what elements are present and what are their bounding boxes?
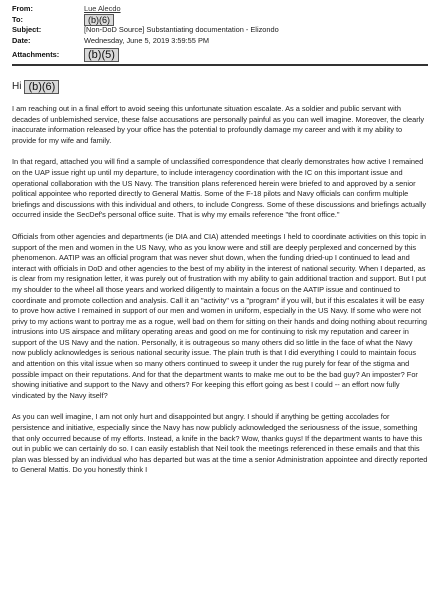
from-value[interactable]: Lue Alecdo bbox=[84, 4, 121, 14]
email-header bbox=[12, 4, 432, 62]
email-body bbox=[12, 80, 428, 487]
attachments-row bbox=[12, 48, 432, 62]
to-redaction-box: (b)(6) bbox=[84, 14, 114, 26]
greeting bbox=[12, 80, 428, 94]
subject-value: [Non-DoD Source] Substantiating documentation - Elizondo bbox=[84, 25, 279, 35]
to-label: To: bbox=[12, 14, 23, 24]
body-paragraph: Officials from other agencies and departments (ie DIA and CIA) attended meetings I held to coordinate activities on this topic in support of the men and women in the US Navy, who as you know were and still are deeply perplexed and concerned by this phenomenon. AATIP was an official program that was never shut down, when the funding dried-up I continued to lead and interact with officials in DoD and other agencies to the best of my ability in the interest of national security. When I departed, as is clear from my resignation letter, it was purely out of frustration with my ability to gain additional traction and support. But I put my shoulder to the wheel all those years and worked diligently to maintain a focus on the AATIP issue and continued to coordinate and promote collection and analysis. Call it an "activity" vs a "program" if you will, but if this escalates it will be easy to prove how active I remained in support of our men and women in uniform, especially in the US Navy. If some who were not privy to my actions want to portray me as a rogue, well bad on them for sitting on their hands and doing nothing about recurring intrusions into US airspace and military operating areas and good on me for continuing to risk my reputation and career in support of the US Navy and the nation. Personally, it is outrageous so many others did so little in the face of what the Navy now publicly acknowledges is serious national security issue. The plain truth is that I did everything I could to maintain focus and attention on this vital issue when so many others continued to sweep it under the rug purely for fear of the stigma and possible impact on their reputations. And for that the department wants to make me out to be the bad guy? An imposter? For showing initiative and support to the Navy and others? For keeping this effort going as best I could -- an effort now fully vindicated by the Navy itself? bbox=[12, 231, 427, 400]
header-divider bbox=[12, 64, 428, 66]
body-paragraph: In that regard, attached you will find a sample of unclassified correspondence that clearly demonstrates how active I remained on the UAP issue right up until my departure, to include interagency coordination with the IC on this important issue and operational collaboration with the US Navy. The transition plans referenced herein were briefed to and approved by a senior political appointee who reported directly to General Mattis. Some of the F-18 pilots and Navy officials can confirm multiple briefings and discussions with this individual and others, to include Congress. Some of these discussions and briefings actually occurred inside the SecDef's personal office suite. That is why my emails reference "the front office." bbox=[12, 157, 427, 220]
date-value: Wednesday, June 5, 2019 3:59:55 PM bbox=[84, 35, 210, 45]
attachments-label: Attachments: bbox=[12, 50, 60, 59]
to-row bbox=[12, 15, 432, 26]
subject-label: Subject: bbox=[12, 25, 42, 35]
date-label: Date: bbox=[12, 35, 31, 45]
greeting-redaction-box: (b)(6) bbox=[24, 80, 59, 94]
from-label: From: bbox=[12, 4, 33, 14]
body-paragraph: As you can well imagine, I am not only hurt and disappointed but angry. I should if anything be getting accolades for persistence and initiative, especially since the Navy has now publicly acknowledged the seriousness of the issue, something that only occurred because of my efforts. Instead, a knife in the back? Wow, thanks guys! If the department wants to have this out in public we can certainly do so. I can easily establish that Neil took the meetings referenced in these emails and that this plan was blessed by an individual who has departed but was at the time a senior Administration appointee and directly reported to General Mattis. Do you honestly think I bbox=[12, 412, 428, 475]
from-row bbox=[12, 4, 432, 15]
greeting-word: Hi bbox=[12, 80, 22, 92]
attachments-redaction-box: (b)(5) bbox=[84, 48, 119, 62]
subject-row bbox=[12, 25, 432, 36]
body-paragraph: I am reaching out in a final effort to avoid seeing this unfortunate situation escalate. As a soldier and public servant with decades of unblemished service, these false accusations are personally painful as you can well imagine. Moreover, the clearly inaccurate information released by your office has the potential to profoundly damage my career and with it my ability to provide for my wife and family. bbox=[12, 104, 425, 145]
date-row bbox=[12, 36, 432, 47]
